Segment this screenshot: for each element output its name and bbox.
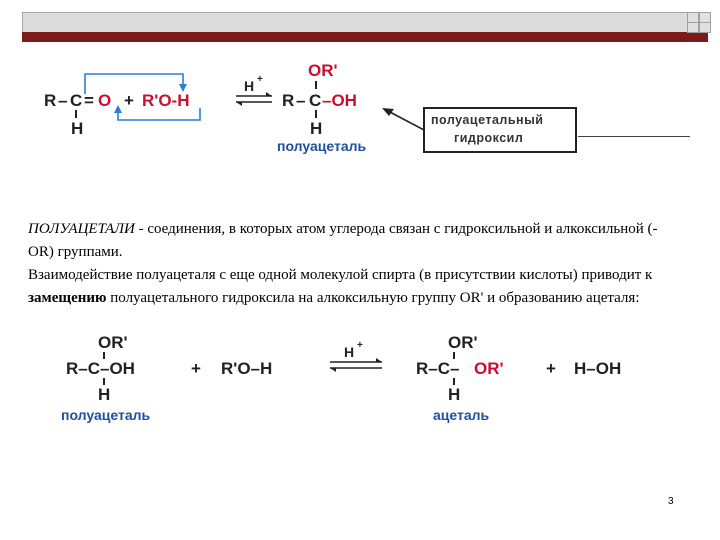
- atom-h: H: [98, 385, 111, 404]
- right-or-group: OR': [448, 333, 478, 352]
- acetal-or-group: OR': [474, 359, 504, 378]
- catalyst-label: H: [344, 344, 355, 360]
- plus-sign: +: [124, 91, 134, 110]
- double-bond: =: [84, 91, 94, 110]
- arrow-head: [382, 108, 394, 116]
- bond: –: [296, 91, 306, 110]
- explanation-text: [28, 218, 678, 310]
- reaction-paragraph: [28, 264, 678, 310]
- plus-sign: +: [546, 359, 556, 378]
- pointer-arrow: [388, 111, 424, 130]
- reaction-text-end: полуацетального гидроксила на алкоксильную группу OR' и образованию ацеталя:: [106, 290, 640, 306]
- plus-sign: +: [191, 359, 201, 378]
- hemiacetal-formation-scheme: [0, 0, 720, 210]
- arrow-head: [114, 105, 122, 113]
- emphasis-substitution: замещению: [28, 290, 107, 306]
- term-hemiacetals: ПОЛУАЦЕТАЛИ: [28, 221, 135, 237]
- reagent-alcohol: R'O–H: [221, 359, 273, 378]
- atom-h: H: [310, 119, 323, 138]
- hemiacetal-caption: полуацеталь: [277, 138, 367, 154]
- acetal-formation-scheme: [0, 330, 720, 430]
- hemiacetal-main: R–C–OH: [66, 359, 135, 378]
- atom-h: H: [448, 385, 461, 404]
- label-box-line2: гидроксил: [454, 131, 524, 145]
- atom-r: R: [282, 91, 295, 110]
- catalyst-label: H: [244, 78, 255, 94]
- hydroxyl-group: –OH: [322, 91, 357, 110]
- label-box-line1: полуацетальный: [431, 113, 544, 127]
- hemiacetal-caption: полуацеталь: [61, 407, 151, 423]
- acetal-caption: ацеталь: [433, 407, 490, 423]
- bond: –: [58, 91, 68, 110]
- definition-paragraph: [28, 218, 678, 264]
- product-or-group: OR': [308, 61, 338, 80]
- reaction-text-start: Взаимодействие полуацеталя с еще одной молекулой спирта (в присутствии кислоты) приводит к: [28, 267, 653, 283]
- left-or-group: OR': [98, 333, 128, 352]
- atom-h: H: [71, 119, 84, 138]
- definition-text: - соединения, в которых атом углерода связан с гидроксильной и алкоксильной (-OR) группами.: [28, 221, 658, 260]
- atom-o: O: [98, 91, 112, 110]
- catalyst-charge: +: [257, 74, 263, 85]
- atom-c: C: [70, 91, 83, 110]
- acetal-main: R–C–: [416, 359, 460, 378]
- page-number: 3: [668, 496, 674, 507]
- catalyst-charge: +: [357, 340, 363, 351]
- reagent-alcohol: R'O-H: [142, 91, 190, 110]
- water: H–OH: [574, 359, 622, 378]
- atom-r: R: [44, 91, 57, 110]
- atom-c: C: [309, 91, 322, 110]
